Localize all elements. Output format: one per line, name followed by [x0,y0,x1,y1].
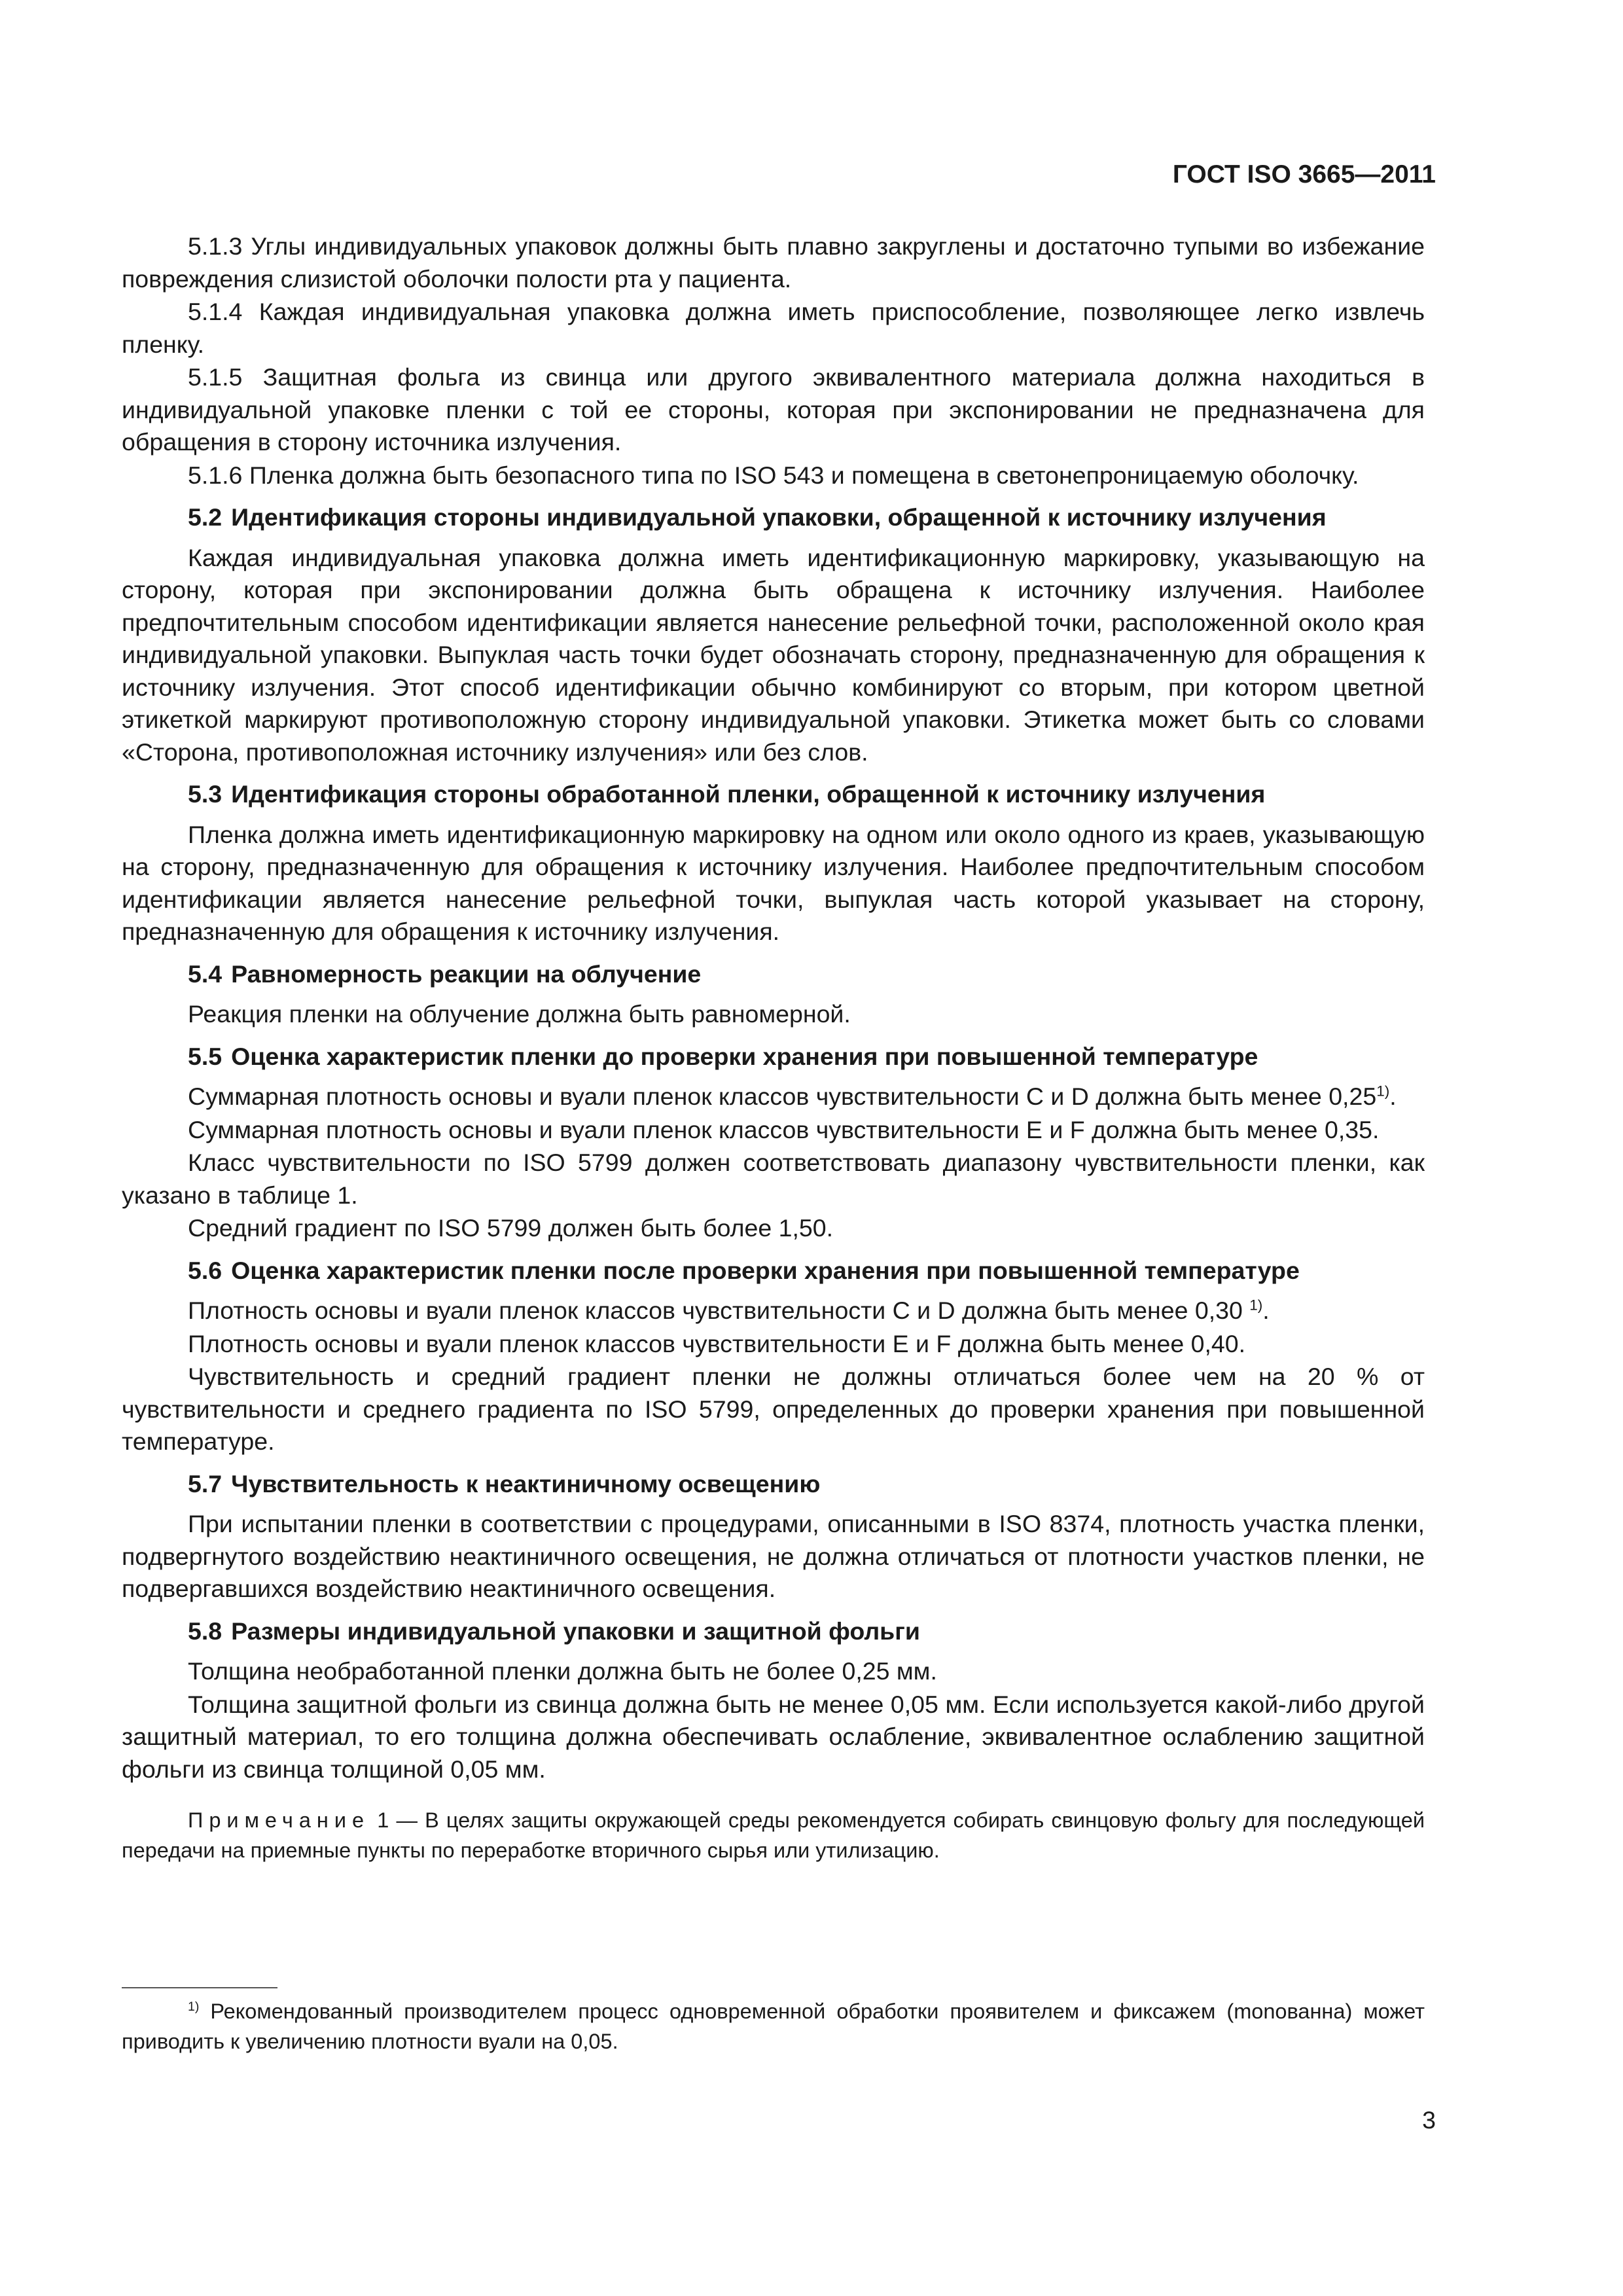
paragraph-5-6-2: Плотность основы и вуали пленок классов чувствительности E и F должна быть менее 0,40. [188,1329,1246,1357]
section-title: Идентификация стороны обработанной пленки, обращенной к источнику излучения [231,780,1266,808]
section-title: Чувствительность к неактиничному освещению [231,1469,821,1498]
section-heading-5-2 [122,501,1425,534]
section-heading-5-7 [122,1468,1425,1501]
document-header-id: ГОСТ ISO 3665—2011 [1172,160,1436,188]
paragraph-5-5-3: Класс чувствительности по ISO 5799 должен соответствовать диапазону чувствительности пленки, как указано в таблице 1. [122,1149,1425,1209]
section-number: 5.7 [188,1469,223,1498]
section-title: Размеры индивидуальной упаковки и защитной фольги [231,1617,920,1645]
section-heading-5-4 [122,958,1425,991]
paragraph-5-1-3: 5.1.3 Углы индивидуальных упаковок должны быть плавно закруглены и достаточно тупыми во избежание повреждения слизистой оболочки полости рта у пациента. [122,232,1425,293]
paragraph-5-1-5: 5.1.5 Защитная фольга из свинца или другого эквивалентного материала должна находиться в индивидуальной упаковке пленки с той ее стороны, которая при экспонировании не предназначена для обращения в сторону источника излучения. [122,363,1425,456]
paragraph-5-6-1 [122,1295,1425,1327]
paragraph-5-4: Реакция пленки на облучение должна быть равномерной. [188,1000,851,1028]
note [122,1805,1425,1865]
paragraph-5-6-3: Чувствительность и средний градиент пленки не должны отличаться более чем на 20 % от чувствительности и среднего градиента по ISO 5799, определенных до проверки хранения при повышенной температуре. [122,1363,1425,1455]
section-heading-5-5 [122,1041,1425,1073]
note-label: Примечание [188,1808,370,1832]
note-text: 1 — В целях защиты окружающей среды рекомендуется собирать свинцовую фольгу для последующей передачи на приемные пункты по переработке вторичного сырья или утилизацию. [122,1808,1425,1862]
footnote-ref: 1) [1249,1297,1263,1314]
footnote [122,1996,1425,2056]
paragraph-5-2: Каждая индивидуальная упаковка должна иметь идентификационную маркировку, указывающую на сторону, которая при экспонировании должна быть обращена к источнику излучения. Наиболее предпочтительным способом идентификации является нанесение рельефной точки, расположенной около края индивидуальной упаковки. Выпуклая часть точки будет обозначать сторону, предназначенную для обращения к источнику излучения. Этот способ идентификации обычно комбинируют со вторым, при котором цветной этикеткой маркируют противоположную сторону индивидуальной упаковки. Этикетка может быть со словами «Сторона, противоположная источнику излучения» или без слов. [122,543,1425,766]
document-body [122,230,1425,1865]
footnote-mark: 1) [188,2000,200,2015]
paragraph-5-5-4: Средний градиент по ISO 5799 должен быть более 1,50. [188,1214,834,1242]
section-heading-5-6 [122,1255,1425,1287]
section-number: 5.3 [188,780,223,808]
paragraph-end: . [1262,1297,1270,1324]
paragraph-5-1-6: 5.1.6 Пленка должна быть безопасного типа по ISO 543 и помещена в светонепроницаемую оболочку. [188,461,1359,489]
paragraph-text: Плотность основы и вуали пленок классов чувствительности C и D должна быть менее 0,30 [188,1297,1250,1324]
section-heading-5-3 [122,778,1425,811]
section-heading-5-8 [122,1615,1425,1648]
section-title: Оценка характеристик пленки после проверки хранения при повышенной температуре [231,1256,1300,1284]
paragraph-5-8-2: Толщина защитной фольги из свинца должна быть не менее 0,05 мм. Если используется какой-либо другой защитный материал, то его толщина должна обеспечивать ослабление, эквивалентное ослаблению защитной фольги из свинца толщиной 0,05 мм. [122,1690,1425,1783]
footnote-separator [122,1987,277,1988]
section-title: Идентификация стороны индивидуальной упаковки, обращенной к источнику излучения [231,503,1327,531]
paragraph-5-8-1: Толщина необработанной пленки должна быть не более 0,25 мм. [188,1657,937,1685]
section-number: 5.8 [188,1617,223,1645]
paragraph-5-7: При испытании пленки в соответствии с процедурами, описанными в ISO 8374, плотность участка пленки, подвергнутого воздействию неактиничного освещения, не должна отличаться от плотности участков пленки, не подвергавшихся воздействию неактиничного освещения. [122,1510,1425,1602]
footnote-text: Рекомендованный производителем процесс одновременной обработки проявителем и фиксажем (monoванна) может приводить к увеличению плотности вуали на 0,05. [122,2000,1425,2053]
paragraph-5-5-1 [122,1081,1425,1113]
paragraph-text: Суммарная плотность основы и вуали пленок классов чувствительности C и D должна быть менее 0,25 [188,1083,1377,1110]
section-number: 5.4 [188,960,223,988]
paragraph-5-5-2: Суммарная плотность основы и вуали пленок классов чувствительности E и F должна быть менее 0,35. [188,1115,1380,1143]
section-number: 5.6 [188,1256,223,1284]
paragraph-5-3: Пленка должна иметь идентификационную маркировку на одном или около одного из краев, указывающую на сторону, предназначенную для обращения к источнику излучения. Наиболее предпочтительным способом идентификации является нанесение рельефной точки, выпуклая часть которой указывает на сторону, предназначенную для обращения к источнику излучения. [122,820,1425,945]
section-title: Равномерность реакции на облучение [231,960,702,988]
section-title: Оценка характеристик пленки до проверки хранения при повышенной температуре [231,1042,1258,1070]
section-number: 5.5 [188,1042,223,1070]
page-number: 3 [1422,2106,1436,2134]
section-number: 5.2 [188,503,223,531]
footnote-ref: 1) [1376,1083,1390,1100]
paragraph-end: . [1389,1083,1397,1110]
paragraph-5-1-4: 5.1.4 Каждая индивидуальная упаковка должна иметь приспособление, позволяющее легко извлечь пленку. [122,298,1425,358]
